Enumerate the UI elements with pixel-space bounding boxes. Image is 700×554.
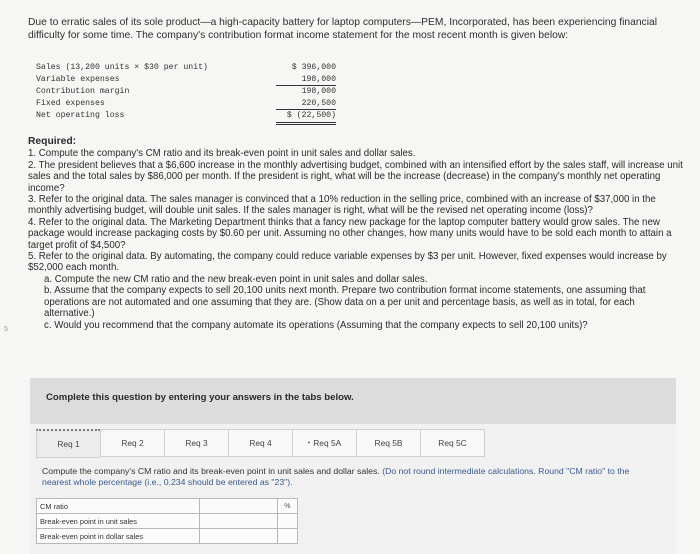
- statement-label: Variable expenses: [36, 74, 120, 84]
- statement-row-net-operating-loss: [36, 110, 336, 125]
- instructions-band: [30, 378, 676, 425]
- tab-label: Req 1: [57, 439, 80, 449]
- answer-label: Break-even point in unit sales: [37, 514, 200, 529]
- tab-label: Req 4: [249, 438, 272, 448]
- statement-label: Sales (13,200 units × $30 per unit): [36, 63, 208, 72]
- statement-label: Fixed expenses: [36, 98, 105, 108]
- statement-amount: $ (22,500): [276, 110, 336, 125]
- requirement-subitem: a. Compute the new CM ratio and the new break-even point in unit sales and dollar sales.: [44, 273, 428, 285]
- statement-label: Net operating loss: [36, 111, 125, 120]
- tab-label: Req 2: [121, 438, 144, 448]
- statement-amount: $ 396,000: [291, 63, 336, 72]
- statement-row-fixed-expenses: [36, 98, 336, 111]
- instructions-text: Complete this question by entering your answers in the tabs below.: [46, 392, 354, 403]
- unit-cell: [277, 514, 297, 529]
- requirement-tabs: [36, 429, 485, 455]
- requirement-item: 3. Refer to the original data. The sales manager is convinced that a 10% reduction in the selling price, combined with an increase of $37,000 in the monthly advertising budget, will double unit sales. If the sales manager is right, what will be the revised net operating income (loss)?: [28, 194, 656, 217]
- requirement-item: 1. Compute the company's CM ratio and its break-even point in unit sales and dollar sales.: [28, 148, 416, 160]
- answer-label: CM ratio: [37, 499, 200, 514]
- margin-mark: 5: [4, 326, 8, 333]
- requirement-item: 5. Refer to the original data. By automating, the company could reduce variable expenses by $3 per unit. However, fixed expenses would increase by $52,000 each month.: [28, 251, 667, 274]
- answer-row-break-even-dollars: [37, 529, 298, 544]
- requirement-subitem: c. Would you recommend that the company automate its operations (Assuming that the company expects to sell 20,100 units)?: [44, 319, 588, 331]
- tab-label: Req 5A: [313, 438, 342, 448]
- tab-req-5b[interactable]: [356, 429, 420, 457]
- problem-intro: Due to erratic sales of its sole product—a high-capacity battery for laptop computers—PEM, Incorporated, has been experiencing financial difficulty for some time. The company's contribution format income statement for the most recent month is given below:: [28, 17, 658, 41]
- tab-req-5a[interactable]: [292, 429, 356, 457]
- answer-table: [36, 498, 298, 544]
- statement-row-contribution-margin: [36, 86, 336, 98]
- tab-req-2[interactable]: [100, 429, 164, 457]
- statement-row-variable-expenses: [36, 74, 336, 87]
- answer-row-break-even-units: [37, 514, 298, 529]
- requirement-subitem: b. Assume that the company expects to sell 20,100 units next month. Prepare two contribution format income statements, one assuming that operations are not automated and one assuming that they are. (Show data on a per unit and percentage basis, as well as in total, for each alternative.): [44, 285, 646, 320]
- tab-instructions: [42, 466, 642, 487]
- income-statement: [36, 62, 336, 125]
- instruction-note: (Do not round intermediate calculations. Round "CM ratio" to the nearest whole percentage (i.e., 0.234 should be entered as "23").: [42, 466, 630, 487]
- statement-row-sales: [36, 62, 336, 74]
- cm-ratio-input[interactable]: [199, 499, 277, 514]
- statement-amount: 220,500: [276, 98, 336, 111]
- statement-amount: 198,000: [276, 74, 336, 87]
- incomplete-dot-icon: •: [307, 439, 311, 447]
- tab-req-1[interactable]: [36, 429, 100, 458]
- required-heading: Required:: [28, 136, 77, 147]
- answer-panel: [30, 424, 676, 554]
- requirements: [28, 136, 688, 331]
- answer-label: Break-even point in dollar sales: [37, 529, 200, 544]
- tab-req-5c[interactable]: [420, 429, 485, 457]
- tab-req-4[interactable]: [228, 429, 292, 457]
- percent-sign: %: [277, 499, 297, 514]
- tab-label: Req 3: [185, 438, 208, 448]
- answer-row-cm-ratio: [37, 499, 298, 514]
- statement-label: Contribution margin: [36, 87, 130, 96]
- tab-label: Req 5C: [438, 438, 467, 448]
- break-even-dollars-input[interactable]: [199, 529, 277, 544]
- break-even-units-input[interactable]: [199, 514, 277, 529]
- tab-label: Req 5B: [374, 438, 403, 448]
- requirement-item: 4. Refer to the original data. The Marketing Department thinks that a fancy new package for the laptop computer battery would grow sales. The new package would increase packaging costs by $0.60 per unit. Assuming no other changes, how many units would have to be sold each month to attain a target profit of $4,500?: [28, 216, 672, 251]
- instruction-main: Compute the company's CM ratio and its break-even point in unit sales and dollar sales.: [42, 466, 380, 476]
- unit-cell: [277, 529, 297, 544]
- statement-amount: 198,000: [301, 87, 336, 96]
- tab-req-3[interactable]: [164, 429, 228, 457]
- requirement-item: 2. The president believes that a $6,600 increase in the monthly advertising budget, combined with an intensified effort by the sales staff, will increase unit sales and the total sales by $86,000 per month. If the president is right, what will be the increase (decrease) in the company's monthly net operating income?: [28, 159, 683, 194]
